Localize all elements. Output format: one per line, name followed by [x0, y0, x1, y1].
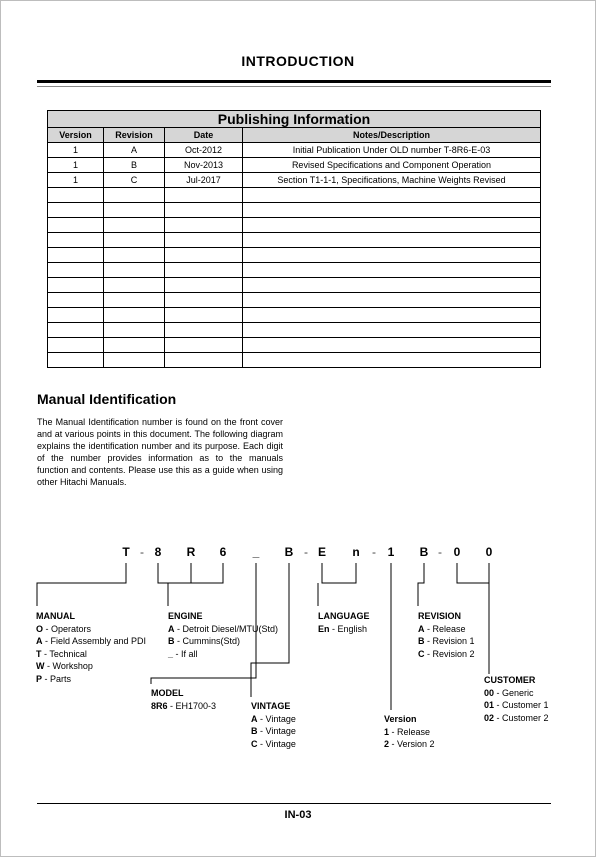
table-row	[48, 158, 541, 173]
legend-manual	[36, 610, 146, 686]
table-cell: 1	[48, 173, 104, 188]
table-cell: 1	[48, 143, 104, 158]
table-cell	[104, 338, 165, 353]
table-cell	[243, 263, 541, 278]
table-cell	[243, 188, 541, 203]
legend-item-code: B	[251, 726, 258, 737]
header-rule-thin	[37, 86, 551, 87]
table-row	[48, 338, 541, 353]
legend-language	[318, 610, 370, 635]
table-cell	[243, 323, 541, 338]
legend-manual-items	[36, 623, 146, 686]
legend-item-description: Revision 1	[432, 636, 475, 647]
publishing-title: Publishing Information	[48, 111, 541, 128]
legend-item-description: Operators	[51, 623, 92, 634]
table-row	[48, 188, 541, 203]
table-cell: B	[104, 158, 165, 173]
legend-item-description: Version 2	[397, 739, 435, 750]
table-row	[48, 233, 541, 248]
table-cell	[243, 338, 541, 353]
legend-item: 1 - Release	[384, 726, 431, 737]
table-cell	[243, 278, 541, 293]
publishing-table	[47, 110, 541, 368]
legend-item-description: Workshop	[52, 661, 93, 672]
code-separator: -	[304, 545, 308, 559]
col-header-version: Version	[48, 128, 104, 143]
legend-engine-items	[168, 623, 278, 661]
legend-item-description: Release	[432, 623, 466, 634]
legend-customer-title: CUSTOMER	[484, 675, 536, 685]
table-cell	[104, 188, 165, 203]
footer-rule	[37, 803, 551, 804]
legend-item-code: 8R6	[151, 700, 168, 711]
table-cell	[104, 233, 165, 248]
table-cell	[165, 203, 243, 218]
legend-item-code: A	[168, 623, 175, 634]
legend-item-description: Customer 2	[502, 712, 549, 723]
legend-item-description: EH1700-3	[175, 700, 217, 711]
table-row	[48, 248, 541, 263]
legend-vintage-title: VINTAGE	[251, 701, 291, 711]
legend-item-code: 02	[484, 712, 495, 723]
table-cell	[48, 188, 104, 203]
table-row	[48, 203, 541, 218]
legend-item-code: A	[36, 636, 43, 647]
code-character: B	[284, 545, 294, 559]
legend-model	[151, 687, 216, 712]
legend-engine	[168, 610, 278, 660]
table-cell	[243, 308, 541, 323]
legend-version-title: Version	[384, 714, 417, 724]
table-cell	[48, 248, 104, 263]
code-character: 0	[485, 545, 493, 559]
table-row	[48, 293, 541, 308]
code-character: B	[419, 545, 429, 559]
table-cell	[104, 218, 165, 233]
legend-item: 02 - Customer 2	[484, 712, 549, 723]
table-cell	[104, 353, 165, 368]
legend-item-code: B	[418, 636, 425, 647]
table-cell	[243, 293, 541, 308]
table-cell	[104, 293, 165, 308]
table-cell	[48, 338, 104, 353]
table-cell	[48, 353, 104, 368]
table-cell	[48, 293, 104, 308]
table-cell	[165, 218, 243, 233]
table-cell	[165, 338, 243, 353]
code-character: 8	[154, 545, 162, 559]
table-cell: A	[104, 143, 165, 158]
table-row	[48, 173, 541, 188]
table-row	[48, 218, 541, 233]
legend-item-description: Revision 2	[432, 648, 475, 659]
code-character: E	[317, 545, 326, 559]
legend-item-code: C	[418, 648, 425, 659]
intro-paragraph: The Manual Identification number is found on the front cover and at various points in this document. The following diagram explains the identification number and its purpose. Each digit of the number provides information as to the manuals function and contents. Please use this as a guide when using other Hitachi Manuals.	[37, 417, 283, 487]
legend-item: A - Detroit Diesel/MTU(Std)	[168, 623, 279, 634]
legend-item-description: Field Assembly and PDI	[50, 636, 147, 647]
code-separator: -	[140, 545, 144, 559]
table-cell: Nov-2013	[165, 158, 243, 173]
legend-item-description: Generic	[502, 687, 534, 698]
legend-item-code: T	[36, 648, 42, 659]
legend-version-items	[384, 726, 435, 751]
legend-item: 00 - Generic	[484, 687, 534, 698]
legend-item: _ - If all	[168, 648, 198, 659]
code-character: R	[186, 545, 196, 559]
legend-item-description: Vintage	[265, 738, 296, 749]
code-character: T	[122, 545, 130, 559]
legend-revision	[418, 610, 475, 660]
legend-item: T - Technical	[36, 648, 87, 659]
legend-item: C - Revision 2	[418, 648, 475, 659]
table-cell: Initial Publication Under OLD number T-8R6-E-03	[243, 143, 541, 158]
page-number: IN-03	[284, 809, 312, 821]
legend-manual-title: MANUAL	[36, 611, 75, 621]
table-cell	[243, 233, 541, 248]
table-cell	[165, 263, 243, 278]
code-character: n	[352, 545, 360, 559]
publishing-table-body	[48, 143, 541, 368]
legend-item: A - Field Assembly and PDI	[36, 636, 147, 647]
legend-item-description: If all	[181, 648, 198, 659]
table-cell	[165, 248, 243, 263]
legend-version	[384, 713, 435, 751]
legend-item-description: Technical	[49, 648, 87, 659]
table-cell: Oct-2012	[165, 143, 243, 158]
col-header-date: Date	[165, 128, 243, 143]
legend-item-code: O	[36, 623, 44, 634]
code-character: 6	[219, 545, 227, 559]
legend-item: En - English	[318, 623, 368, 634]
legend-item: P - Parts	[36, 673, 72, 684]
legend-item: O - Operators	[36, 623, 92, 634]
table-row	[48, 278, 541, 293]
legend-vintage	[251, 700, 296, 750]
legend-item-code: 00	[484, 687, 495, 698]
legend-item: C - Vintage	[251, 738, 296, 749]
code-separator: -	[438, 545, 442, 559]
legend-item-code: 01	[484, 700, 495, 711]
table-cell	[48, 278, 104, 293]
legend-item-code: En	[318, 623, 330, 634]
legend-item-code: 1	[384, 726, 390, 737]
table-cell	[243, 248, 541, 263]
table-cell	[104, 308, 165, 323]
table-row	[48, 353, 541, 368]
legend-item: B - Vintage	[251, 726, 296, 737]
table-cell: 1	[48, 158, 104, 173]
table-cell	[48, 308, 104, 323]
table-cell	[48, 218, 104, 233]
header-rule	[37, 80, 551, 83]
legend-item: 2 - Version 2	[384, 739, 435, 750]
table-cell: Jul-2017	[165, 173, 243, 188]
table-row	[48, 308, 541, 323]
legend-item-description: Detroit Diesel/MTU(Std)	[182, 623, 279, 634]
legend-item: A - Vintage	[251, 713, 296, 724]
legend-revision-title: REVISION	[418, 611, 462, 621]
legend-item: B - Cummins(Std)	[168, 636, 241, 647]
legend-model-title: MODEL	[151, 688, 184, 698]
legend-item-code: _	[168, 648, 174, 659]
table-cell	[104, 278, 165, 293]
legend-item-description: Customer 1	[502, 700, 549, 711]
legend-item: 8R6 - EH1700-3	[151, 700, 217, 711]
col-header-notes: Notes/Description	[243, 128, 541, 143]
table-cell	[243, 218, 541, 233]
table-cell	[243, 353, 541, 368]
legend-revision-items	[418, 623, 475, 661]
table-row	[48, 323, 541, 338]
table-cell	[243, 203, 541, 218]
table-cell	[104, 248, 165, 263]
legend-language-items	[318, 623, 370, 636]
table-cell: Revised Specifications and Component Operation	[243, 158, 541, 173]
legend-item-description: Cummins(Std)	[182, 636, 241, 647]
legend-item-description: Parts	[50, 673, 72, 684]
legend-model-items	[151, 700, 216, 713]
code-separator: -	[372, 545, 376, 559]
legend-language-title: LANGUAGE	[318, 611, 370, 621]
page-title: INTRODUCTION	[241, 53, 355, 69]
legend-item-code: W	[36, 661, 45, 672]
table-cell	[165, 293, 243, 308]
legend-item-code: 2	[384, 739, 390, 750]
table-cell	[165, 353, 243, 368]
table-cell	[104, 203, 165, 218]
legend-item-code: P	[36, 673, 43, 684]
table-cell	[48, 323, 104, 338]
legend-item-code: A	[251, 713, 258, 724]
table-cell	[165, 233, 243, 248]
legend-item: W - Workshop	[36, 661, 93, 672]
legend-item-description: Vintage	[265, 726, 296, 737]
code-character: 1	[387, 545, 395, 559]
col-header-revision: Revision	[104, 128, 165, 143]
legend-engine-title: ENGINE	[168, 611, 203, 621]
section-heading: Manual Identification	[37, 391, 177, 407]
table-cell: Section T1-1-1, Specifications, Machine Weights Revised	[243, 173, 541, 188]
table-cell	[48, 263, 104, 278]
code-character: 0	[453, 545, 461, 559]
legend-customer	[484, 674, 549, 724]
code-character: _	[252, 545, 260, 559]
table-cell	[165, 308, 243, 323]
table-cell	[48, 203, 104, 218]
legend-item-code: B	[168, 636, 175, 647]
table-cell	[104, 323, 165, 338]
legend-customer-items	[484, 687, 549, 725]
legend-item: A - Release	[418, 623, 466, 634]
table-cell	[165, 278, 243, 293]
legend-item-code: C	[251, 738, 258, 749]
legend-item-description: Release	[397, 726, 431, 737]
table-cell	[165, 323, 243, 338]
legend-item-description: Vintage	[265, 713, 296, 724]
table-cell	[104, 263, 165, 278]
legend-item-code: A	[418, 623, 425, 634]
legend-item: B - Revision 1	[418, 636, 475, 647]
table-cell	[165, 188, 243, 203]
table-cell: C	[104, 173, 165, 188]
table-cell	[48, 233, 104, 248]
table-row	[48, 143, 541, 158]
legend-vintage-items	[251, 713, 296, 751]
table-row	[48, 263, 541, 278]
legend-item-description: English	[337, 623, 368, 634]
legend-item: 01 - Customer 1	[484, 700, 549, 711]
